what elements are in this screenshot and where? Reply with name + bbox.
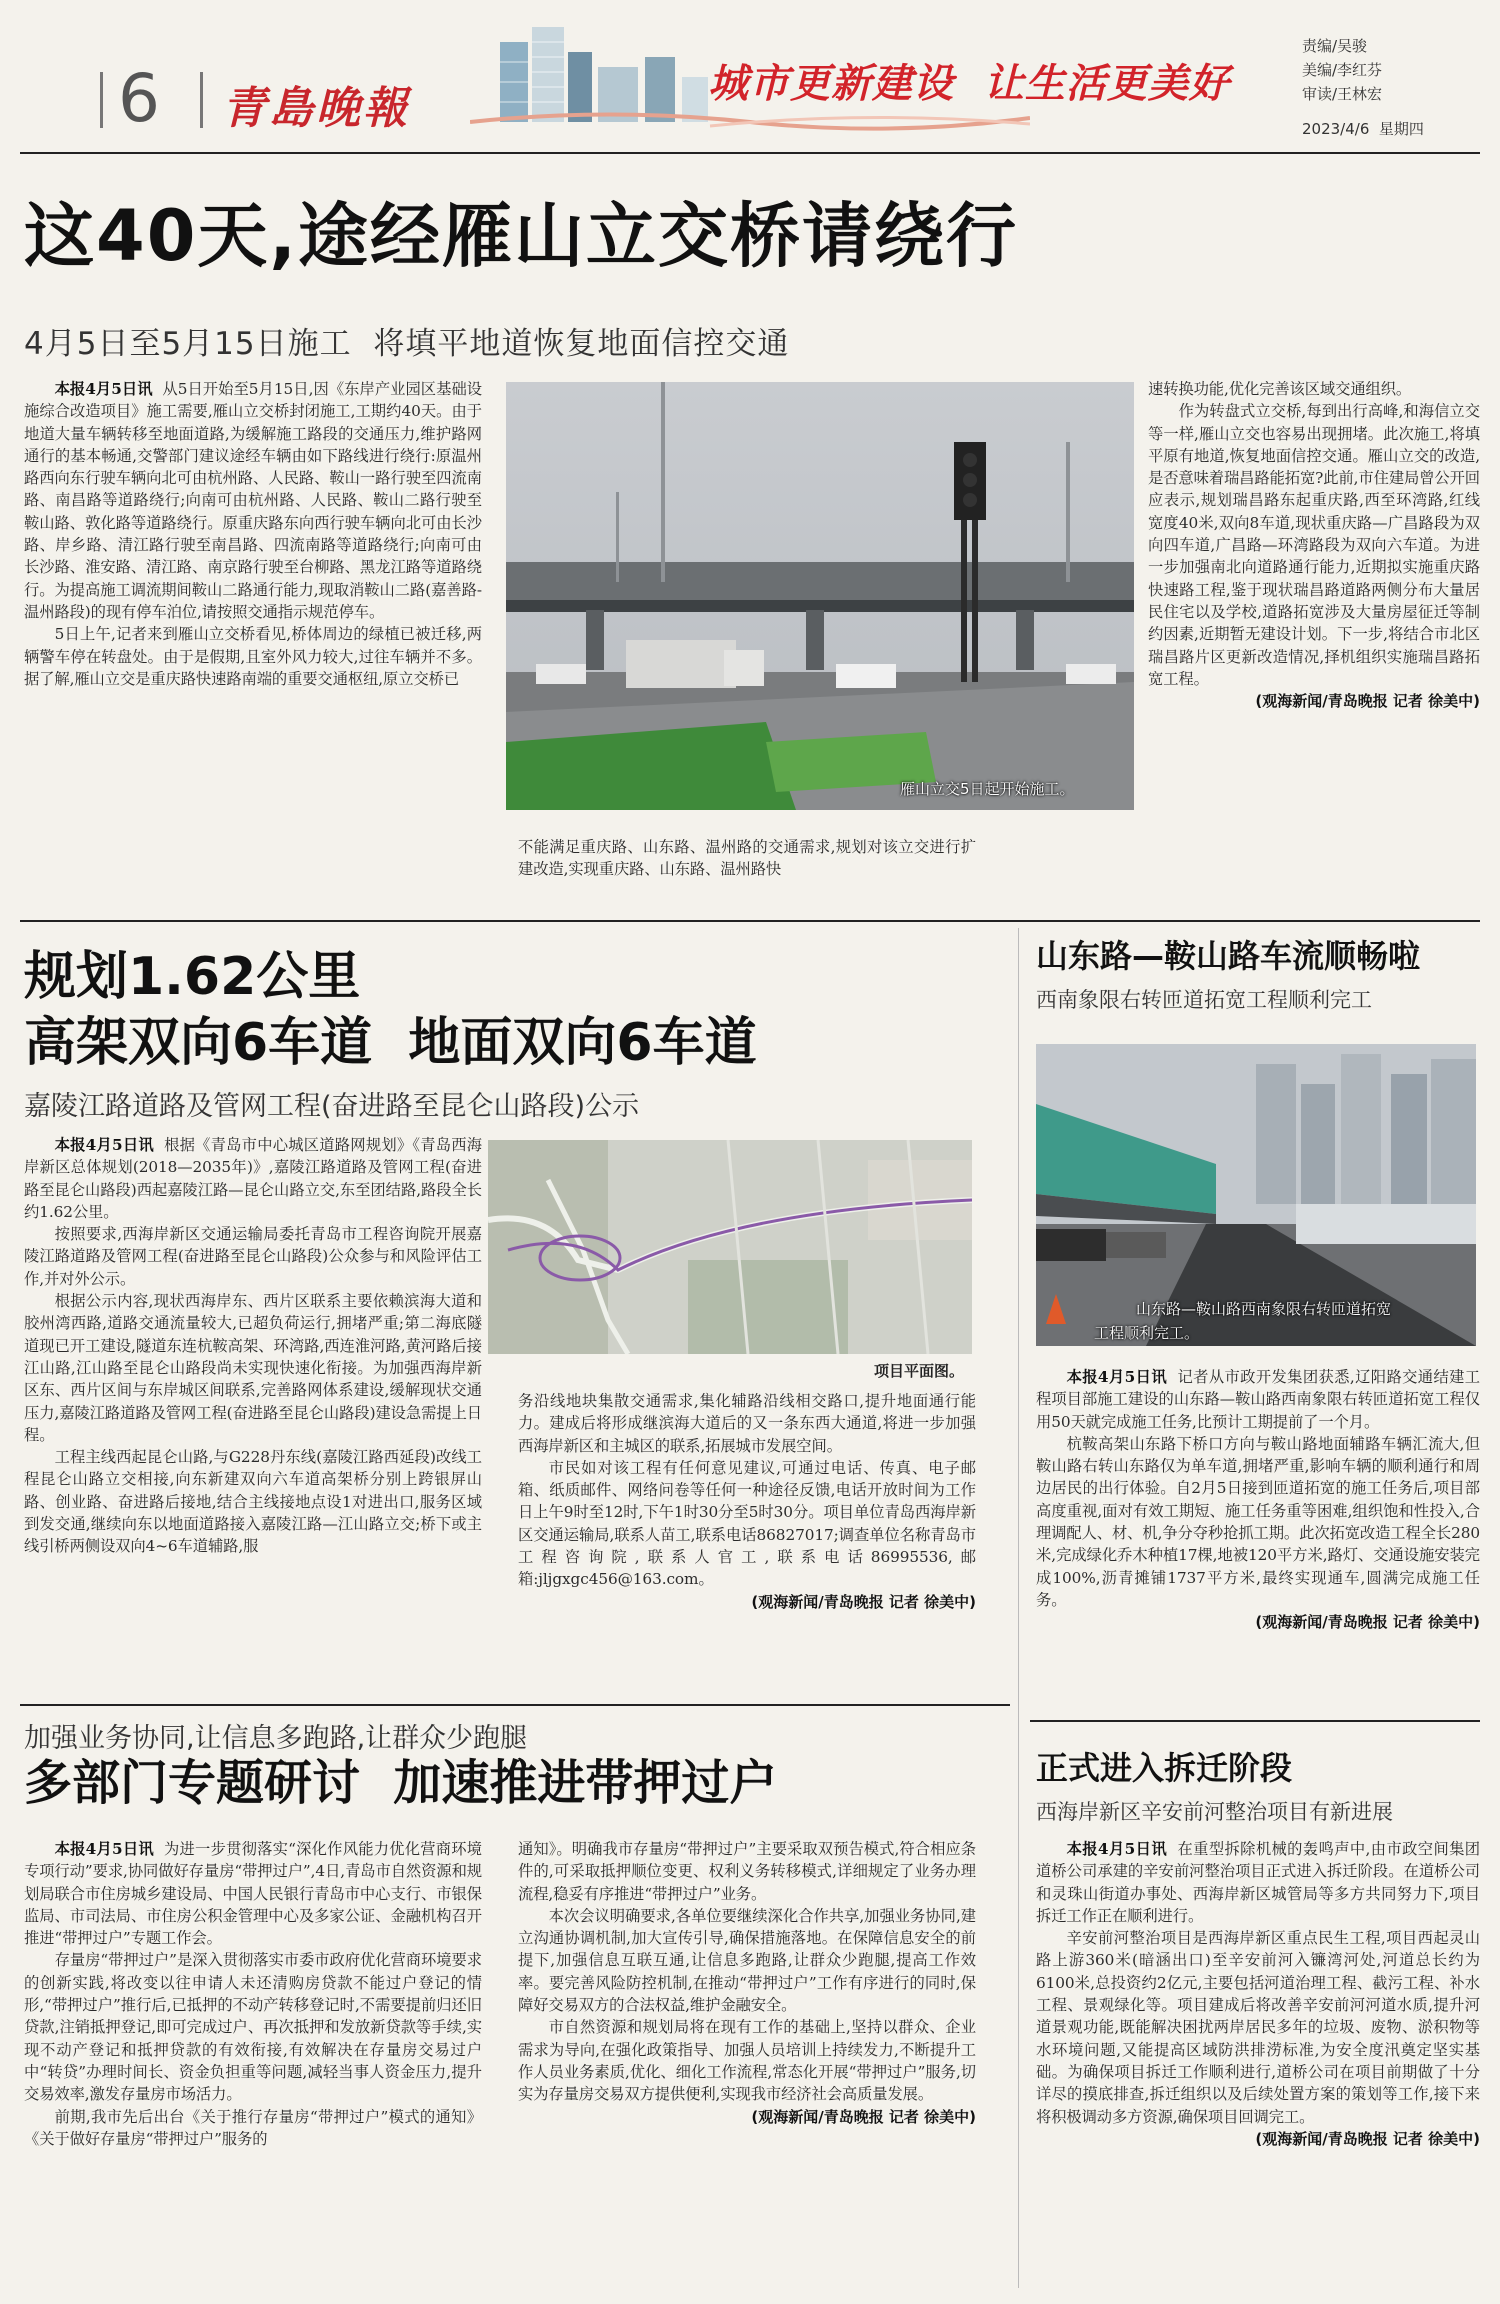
story5-byline: (观海新闻/青岛晚报 记者 徐美中) bbox=[1255, 2129, 1480, 2148]
story3-paragraph: 本报4月5日讯 记者从市政开发集团获悉,辽阳路交通结建工程项目部施工建设的山东路—鞍山路西南象限右转匝道拓宽工程仅用50天就完成施工任务,比预计工期提前了一个月。 bbox=[1036, 1368, 1481, 1431]
divider bbox=[100, 72, 103, 128]
story2-byline: (观海新闻/青岛晚报 记者 徐美中) bbox=[751, 1592, 976, 1611]
header-rule bbox=[20, 152, 1480, 154]
divider bbox=[200, 72, 203, 128]
story1-photo-yanshan-interchange bbox=[506, 382, 1134, 810]
issue-date: 2023/4/6 星期四 bbox=[1302, 120, 1424, 138]
story5-headline: 正式进入拆迁阶段 bbox=[1036, 1749, 1293, 1787]
story1-photo-caption: 雁山立交5日起开始施工。 bbox=[900, 780, 1075, 798]
story1-paragraph: 不能满足重庆路、山东路、温州路的交通需求,规划对该立交进行扩建改造,实现重庆路、山东路、温州路快 bbox=[518, 838, 976, 879]
story2-paragraph: 按照要求,西海岸新区交通运输局委托青岛市工程咨询院开展嘉陵江路道路及管网工程(奋进路至昆仑山路段)公众参与和风险评估工作,并对外公示。 bbox=[24, 1225, 482, 1288]
page-number: 6 bbox=[118, 60, 160, 137]
story4-paragraph: 前期,我市先后出台《关于推行存量房“带押过户”模式的通知》《关于做好存量房“带押过户”服务的 bbox=[24, 2107, 482, 2148]
story2-lead-tag: 本报4月5日讯 bbox=[54, 1136, 154, 1154]
column-divider bbox=[1018, 928, 1019, 2288]
section-rule bbox=[20, 1704, 1010, 1706]
story4-headline: 多部门专题研讨 加速推进带押过户 bbox=[24, 1755, 778, 1811]
story3-byline: (观海新闻/青岛晚报 记者 徐美中) bbox=[1255, 1613, 1480, 1632]
story2-headline-line1: 规划1.62公里 bbox=[24, 947, 361, 1007]
story1-paragraph: 5日上午,记者来到雁山立交桥看见,桥体周边的绿植已被迁移,两辆警车停在转盘处。由于是假期,且室外风力较大,过往车辆并不多。据了解,雁山立交是重庆路快速路南端的重要交通枢纽,原立交桥已 bbox=[24, 625, 482, 688]
story1-headline: 这40天,途经雁山立交桥请绕行 bbox=[24, 195, 1019, 277]
story1-lead-tag: 本报4月5日讯 bbox=[54, 380, 153, 398]
credit-editor: 责编/吴骏 bbox=[1302, 37, 1368, 55]
section-rule-right bbox=[1030, 1720, 1480, 1722]
story1-paragraph: 速转换功能,优化完善该区域交通组织。 bbox=[1148, 380, 1412, 398]
credit-designer: 美编/李红芬 bbox=[1302, 61, 1383, 79]
story3-paragraph: 杭鞍高架山东路下桥口方向与鞍山路地面辅路车辆汇流大,但鞍山路右转山东路仅为单车道,拥堵严重,影响车辆的顺利通行和周边居民的出行体验。自2月5日接到匝道拓宽的施工任务后,项目部高度重视,面对有效工期短、施工任务重等困难,组织饱和性投入,合理调配人、材、机,争分夺秒抢抓工期。此次拓宽改造工程全长280米,完成绿化乔木种植17棵,地被120平方米,路灯、交通设施安装完成100%,沥青摊铺1737平方米,最终实现通车,圆满完成施工任务。 bbox=[1036, 1434, 1480, 1609]
story3-lead-tag: 本报4月5日讯 bbox=[1066, 1368, 1167, 1386]
story5-body bbox=[1036, 1838, 1480, 2150]
story5-subhead: 西海岸新区辛安前河整治项目有新进展 bbox=[1036, 1800, 1393, 1824]
story3-subhead: 西南象限右转匝道拓宽工程顺利完工 bbox=[1036, 988, 1372, 1012]
story2-project-map bbox=[488, 1140, 972, 1354]
story5-lead-tag: 本报4月5日讯 bbox=[1066, 1840, 1167, 1858]
story5-paragraph: 辛安前河整治项目是西海岸新区重点民生工程,项目西起灵山路上游360米(暗涵出口)至辛安前河入镰湾河处,河道总长约为6100米,总投资约2亿元,主要包括河道治理工程、截污工程、补水工程、景观绿化等。项目建成后将改善辛安前河河道水质,提升河道景观功能,既能解决困扰两岸居民多年的垃圾、废物、淤积物等水环境问题,又能提高区域防洪排涝标准,为安全度汛奠定坚实基础。为确保项目拆迁工作顺利进行,道桥公司在项目前期做了十分详尽的摸底排查,拆迁组织以及后续处置方案的策划等工作,接下来将积极调动多方资源,确保项目回调完工。 bbox=[1036, 1929, 1480, 2126]
story2-map-caption: 项目平面图。 bbox=[874, 1362, 965, 1380]
story1-paragraph: 本报4月5日讯 从5日开始至5月15日,因《东岸产业园区基础设施综合改造项目》施工需要,雁山立交桥封闭施工,工期约40天。由于地道大量车辆转移至地面道路,为缓解施工路段的交通压力,维护路网通行的基本畅通,交警部门建议途经车辆由如下路线进行绕行:原温州路西向东行驶车辆向北可由杭州路、人民路、鞍山一路行驶至四流南路、南昌路等道路绕行;向南可由杭州路、人民路、鞍山二路行驶至鞍山路、敦化路等道路绕行。原重庆路东向西行驶车辆向北可由长沙路、岸乡路、清江路行驶至南昌路、四流南路等道路绕行;向南可由长沙路、淮安路、清江路、南京路行驶至台柳路、黑龙江路等道路绕行。为提高施工调流期间鞍山二路通行能力,现取消鞍山二路(嘉善路-温州路段)的现有停车泊位,请按照交通指示规范停车。 bbox=[24, 380, 482, 621]
story4-byline: (观海新闻/青岛晚报 记者 徐美中) bbox=[751, 2107, 976, 2126]
story2-col2 bbox=[518, 1390, 976, 1613]
story4-kicker: 加强业务协同,让信息多跑路,让群众少跑腿 bbox=[24, 1723, 528, 1754]
story1-col1 bbox=[24, 378, 482, 690]
story1-byline: (观海新闻/青岛晚报 记者 徐美中) bbox=[1255, 692, 1480, 711]
story3-headline: 山东路—鞍山路车流顺畅啦 bbox=[1036, 937, 1421, 975]
story2-paragraph: 工程主线西起昆仑山路,与G228丹东线(嘉陵江路西延段)改线工程昆仑山路立交相接,向东新建双向六车道高架桥分别上跨银屏山路、创业路、奋进路后接地,结合主线接地点设1对进出口,服务区域到发交通,继续向东以地面道路接入嘉陵江路—江山路立交;桥下或主线引桥两侧设双向4~6车道辅路,服 bbox=[24, 1448, 482, 1556]
editor-credits bbox=[1302, 34, 1382, 106]
story2-paragraph: 市民如对该工程有任何意见建议,可通过电话、传真、电子邮箱、纸质邮件、网络问卷等任何一种途径反馈,电话开放时间为工作日上午9时至12时,下午1时30分至5时30分。项目单位青岛西海岸新区交通运输局,联系人苗工,联系电话86827017;调查单位名称青岛市工程咨询院,联系人官工,联系电话86995536,邮箱:jljgxgc456@163.com。 bbox=[518, 1458, 976, 1589]
story5-paragraph: 本报4月5日讯 在重型拆除机械的轰鸣声中,由市政空间集团道桥公司承建的辛安前河整治项目正式进入拆迁阶段。在道桥公司和灵珠山街道办事处、西海岸新区城管局等多方共同努力下,项目拆迁工作正在顺利进行。 bbox=[1036, 1840, 1481, 1925]
story1-col3 bbox=[1148, 378, 1480, 712]
story2-col1 bbox=[24, 1134, 482, 1558]
story4-col1 bbox=[24, 1838, 482, 2150]
story3-photo-caption-line2: 工程顺利完工。 bbox=[1094, 1324, 1200, 1342]
story4-paragraph: 本报4月5日讯 为进一步贯彻落实“深化作风能力优化营商环境专项行动”要求,协同做好存量房“带押过户”,4日,青岛市自然资源和规划局联合市住房城乡建设局、中国人民银行青岛市中心支行、市银保监局、市司法局、市住房公积金管理中心及多家公证、金融机构召开推进“带押过户”专题工作会。 bbox=[24, 1840, 482, 1948]
credit-proofreader: 审读/王林宏 bbox=[1302, 85, 1383, 103]
story4-paragraph: 市自然资源和规划局将在现有工作的基础上,坚持以群众、企业需求为导向,在强化政策指导、加强人员培训上持续发力,不断提升工作人员业务素质,优化、细化工作流程,常态化开展“带押过户”服务,切实为存量房交易双方提供便利,实现我市经济社会高质量发展。 bbox=[518, 2018, 976, 2104]
story3-photo-caption-line1: 山东路—鞍山路西南象限右转匝道拓宽 bbox=[1136, 1300, 1392, 1318]
story4-paragraph: 存量房“带押过户”是深入贯彻落实市委市政府优化营商环境要求的创新实践,将改变以往申请人未还清购房贷款不能过户登记的情形,“带押过户”推行后,已抵押的不动产转移登记时,不需要提前归还旧贷款,注销抵押登记,即可完成过户、再次抵押和发放新贷款等手续,实现不动产登记和抵押贷款的有效衔接,有效解决在存量房交易过户中“转贷”办理时间长、资金负担重等问题,减轻当事人资金压力,提升交易效率,激发存量房市场活力。 bbox=[24, 1951, 482, 2104]
story4-paragraph: 通知》。明确我市存量房“带押过户”主要采取双预告模式,符合相应条件的,可采取抵押顺位变更、权利义务转移模式,详细规定了业务办理流程,稳妥有序推进“带押过户”业务。 bbox=[518, 1840, 976, 1903]
page-header bbox=[0, 0, 1500, 150]
story4-lead-tag: 本报4月5日讯 bbox=[54, 1840, 154, 1858]
story2-paragraph: 本报4月5日讯 根据《青岛市中心城区道路网规划》《青岛西海岸新区总体规划(2018—2035年)》,嘉陵江路道路及管网工程(奋进路至昆仑山路段)西起嘉陵江路—昆仑山路立交,东至团结路,路段全长约1.62公里。 bbox=[24, 1136, 482, 1221]
story1-col2-tail bbox=[518, 836, 976, 881]
story2-paragraph: 根据公示内容,现状西海岸东、西片区联系主要依赖滨海大道和胶州湾西路,道路交通流量较大,已超负荷运行,拥堵严重;第二海底隧道现已开工建设,隧道东连杭鞍高架、环湾路,西连淮河路,黄河路后接江山路,江山路至昆仑山路段尚未实现快速化衔接。为加强西海岸新区东、西片区间与东岸城区间联系,完善路网体系建设,缓解现状交通压力,嘉陵江路道路及管网工程(奋进路至昆仑山路段)建设急需提上日程。 bbox=[24, 1292, 482, 1444]
story4-paragraph: 本次会议明确要求,各单位要继续深化合作共享,加强业务协同,建立沟通协调机制,加大宣传引导,确保措施落地。在保障信息安全的前提下,加强信息互联互通,让信息多跑路,让群众少跑腿,提高工作效率。要完善风险防控机制,在推动“带押过户”工作有序进行的同时,保障好交易双方的合法权益,维护金融安全。 bbox=[518, 1906, 976, 2015]
paper-name-logo: 青島晚報 bbox=[222, 83, 410, 134]
story3-body bbox=[1036, 1366, 1480, 1633]
story1-paragraph: 作为转盘式立交桥,每到出行高峰,和海信立交等一样,雁山立交也容易出现拥堵。此次施工,将填平原有地道,恢复地面信控交通。雁山立交的改造,是否意味着瑞昌路能拓宽?此前,市住建局曾公开回应表示,规划瑞昌路东起重庆路,西至环湾路,红线宽度40米,双向8车道,现状重庆路—广昌路段为双向四车道,广昌路—环湾路段为双向六车道。为进一步加强南北向道路通行能力,近期拟实施重庆路快速路工程,鉴于现状瑞昌路道路两侧分布大量居民住宅以及学校,道路拓宽涉及大量房屋征迁等制约因素,近期暂无建设计划。下一步,将结合市北区瑞昌路片区更新改造情况,择机组织实施瑞昌路拓宽工程。 bbox=[1148, 402, 1480, 688]
section-rule bbox=[20, 920, 1480, 922]
story4-col2 bbox=[518, 1838, 976, 2128]
story2-subhead: 嘉陵江路道路及管网工程(奋进路至昆仑山路段)公示 bbox=[24, 1091, 640, 1122]
story2-paragraph: 务沿线地块集散交通需求,集化辅路沿线相交路口,提升地面通行能力。建成后将形成继滨海大道后的又一条东西大通道,将进一步加强西海岸新区和主城区的联系,拓展城市发展空间。 bbox=[518, 1392, 976, 1455]
slogan: 城市更新建设 让生活更美好 bbox=[708, 61, 1230, 107]
story2-headline-line2: 高架双向6车道 地面双向6车道 bbox=[24, 1013, 757, 1073]
story1-subhead: 4月5日至5月15日施工 将填平地道恢复地面信控交通 bbox=[24, 326, 790, 362]
